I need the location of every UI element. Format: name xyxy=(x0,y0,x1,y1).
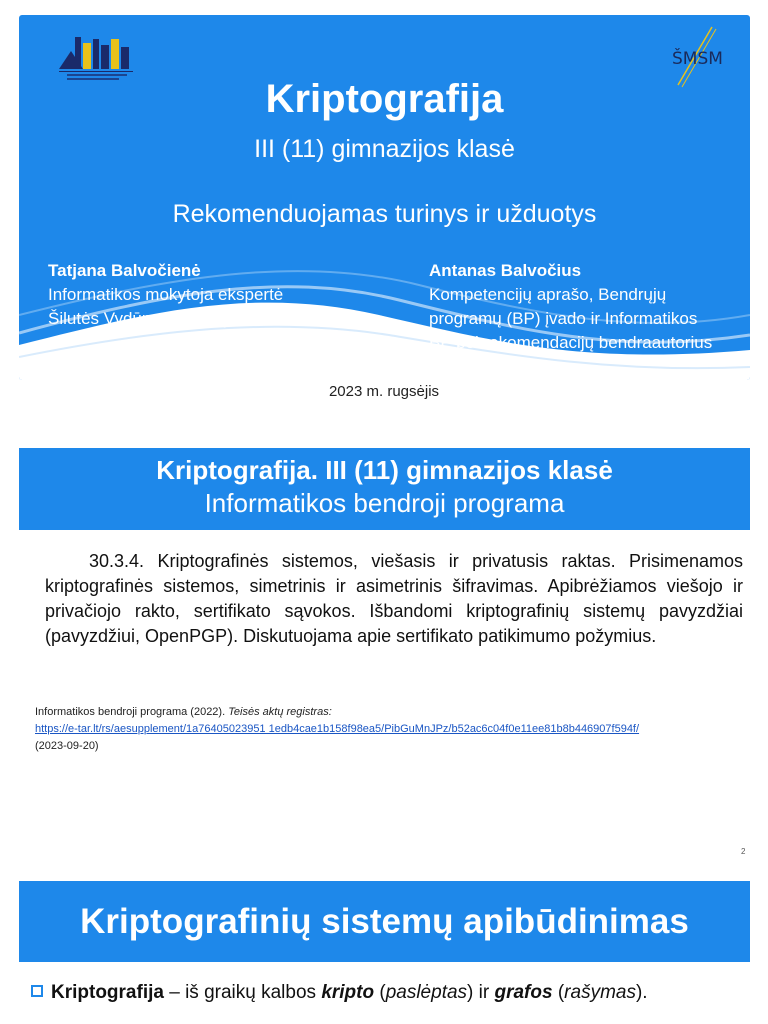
bullet-text: – iš graikų kalbos xyxy=(163,982,322,1003)
bullet-meaning: rašymas xyxy=(564,982,636,1003)
bullet-text: ir xyxy=(473,982,495,1003)
slide-title: Kriptografija xyxy=(265,77,504,121)
author-role-line: BP bei rekomendacijų bendraautorius xyxy=(429,333,713,352)
reference-link[interactable]: https://e-tar.lt/rs/aesupplement/1a76405023951 1edb4cae1b158f98ea5/PibGuMnJPz/b52ac6c04f0e11ee81b8b446907f594f/ xyxy=(35,723,640,735)
page-number: 2 xyxy=(741,847,746,856)
bullet-word: grafos xyxy=(494,982,553,1003)
bullet-meaning: paslėptas xyxy=(385,982,468,1003)
program-excerpt xyxy=(45,549,743,649)
slide3-title: Kriptografinių sistemų apibūdinimas xyxy=(19,881,750,962)
reference xyxy=(35,704,755,755)
bullet-square-icon xyxy=(31,985,43,997)
presentation-date: 2023 m. rugsėjis xyxy=(328,383,440,400)
author-role-line: Kompetencijų aprašo, Bendrųjų xyxy=(429,285,667,304)
title-slide xyxy=(19,15,750,380)
author-name: Tatjana Balvočienė xyxy=(48,261,201,280)
bullet-item: Kriptografija – iš graikų kalbos kripto (paslėptas) ir grafos (rašymas). xyxy=(31,982,648,1004)
bullet-word: kripto xyxy=(321,982,375,1003)
reference-register: Teisės aktų registras: xyxy=(228,706,332,718)
author-role: Informatikos mokytoja ekspertė xyxy=(48,285,284,304)
bullet-term: Kriptografija xyxy=(51,982,164,1003)
author-right xyxy=(429,259,712,355)
slide-subtitle-secondary: Rekomenduojamas turinys ir užduotys xyxy=(172,200,597,228)
author-school: Šilutės Vydūno gimnazija xyxy=(48,309,238,328)
reference-source: Informatikos bendroji programa (2022). xyxy=(35,706,226,718)
author-role-line: programų (BP) įvado ir Informatikos xyxy=(429,309,698,328)
author-left xyxy=(48,259,283,331)
smsm-logo-text: ŠMSM xyxy=(672,49,723,69)
slide-subtitle: III (11) gimnazijos klasė xyxy=(254,135,515,163)
author-name: Antanas Balvočius xyxy=(429,261,582,280)
slide2-subtitle: Informatikos bendroji programa xyxy=(204,488,565,518)
slide2-header xyxy=(19,448,750,530)
program-excerpt-text: 30.3.4. Kriptografinės sistemos, viešasis ir privatusis raktas. Prisimenamos kriptografinės sistemos, simetrinis ir asimetrinis šifravimas. Apibrėžiamos viešojo ir privačiojo rakto, sertifikato sąvokos. Išbandomi kriptografinių sistemų pavyzdžiai (pavyzdžiui, OpenPGP). Diskutuojama apie sertifikato patikimumo požymius. xyxy=(45,551,743,646)
reference-date: (2023-09-20) xyxy=(35,740,99,752)
slide2-title: Kriptografija. III (11) gimnazijos klasė xyxy=(156,455,613,485)
